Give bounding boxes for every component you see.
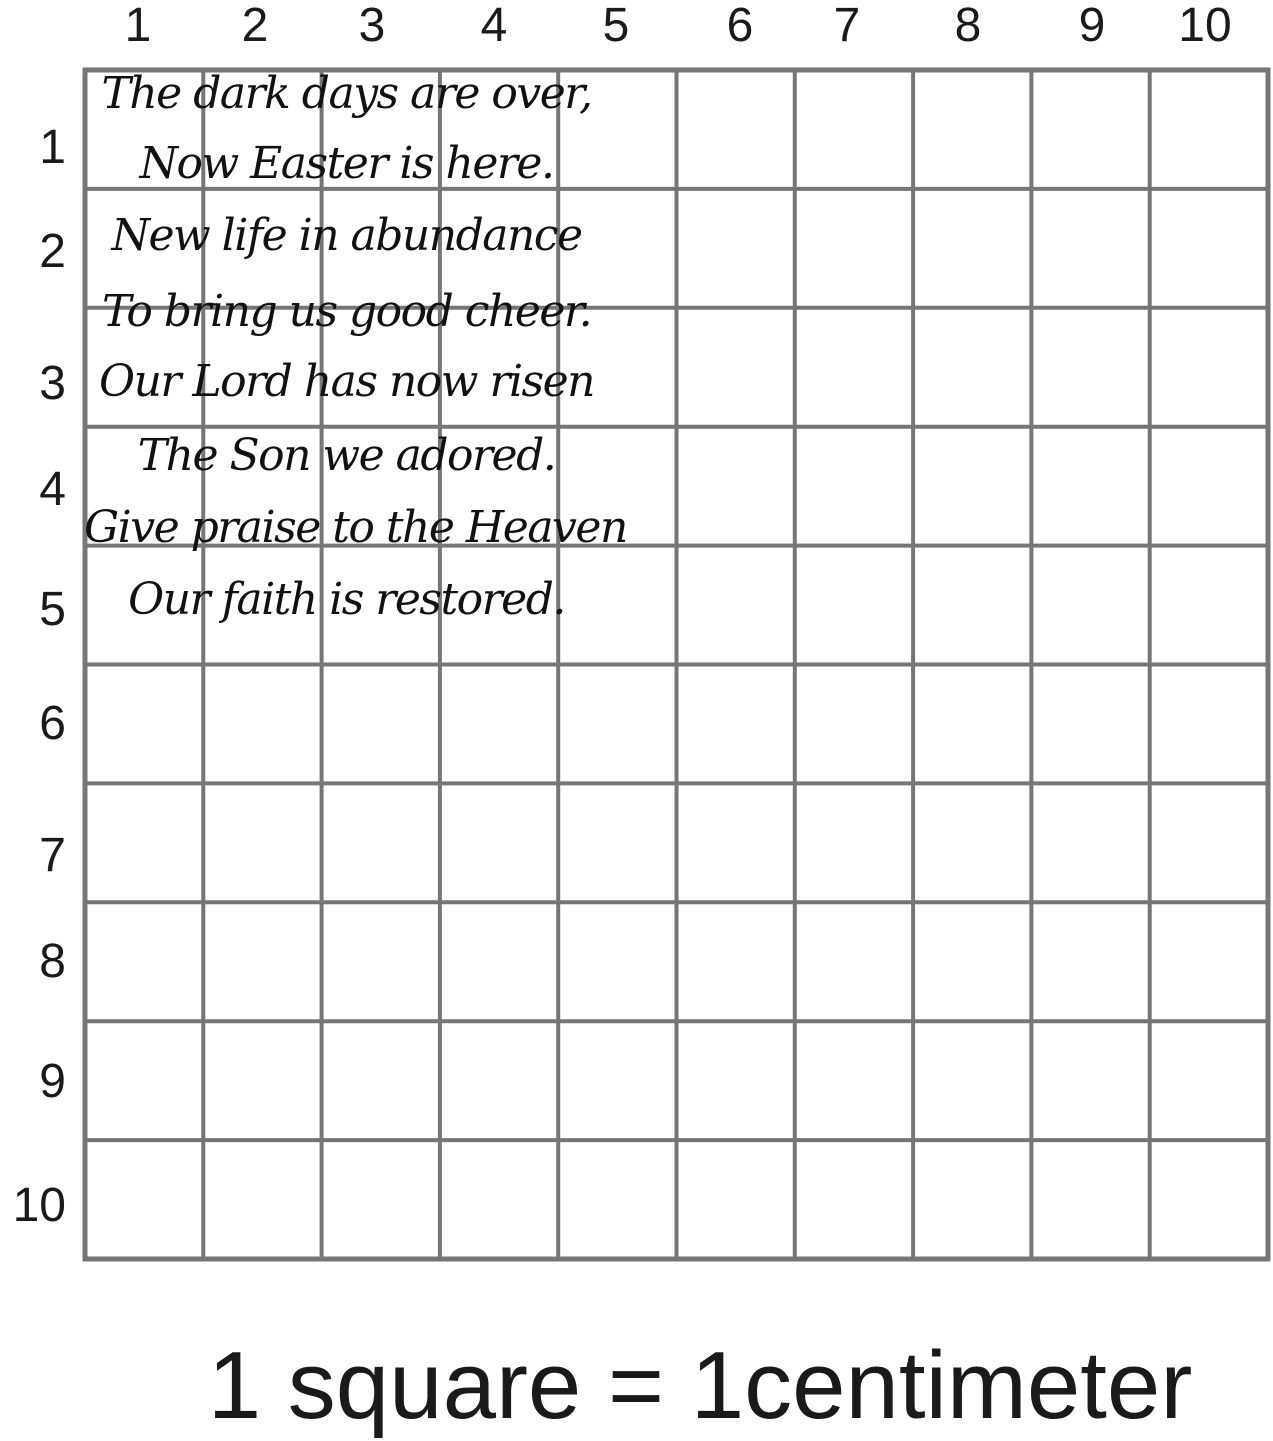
poem-line-8: Our faith is restored. bbox=[128, 574, 565, 625]
column-label-4: 4 bbox=[480, 0, 508, 52]
row-label-10: 10 bbox=[12, 1179, 66, 1232]
poem-line-5: Our Lord has now risen bbox=[99, 356, 594, 407]
scale-caption: 1 square = 1centimeter bbox=[207, 1332, 1193, 1439]
poem-line-6: The Son we adored. bbox=[137, 430, 556, 481]
row-label-3: 3 bbox=[39, 357, 66, 410]
row-label-7: 7 bbox=[39, 829, 66, 882]
row-label-5: 5 bbox=[39, 583, 66, 636]
column-label-3: 3 bbox=[358, 0, 386, 52]
row-label-4: 4 bbox=[39, 463, 66, 516]
column-label-8: 8 bbox=[954, 0, 982, 52]
column-label-10: 10 bbox=[1178, 0, 1232, 52]
poem-line-2: Now Easter is here. bbox=[139, 138, 554, 189]
poem-line-1: The dark days are over, bbox=[101, 68, 592, 119]
row-label-6: 6 bbox=[39, 697, 66, 750]
column-label-5: 5 bbox=[602, 0, 630, 52]
column-label-9: 9 bbox=[1078, 0, 1106, 52]
column-label-7: 7 bbox=[833, 0, 861, 52]
column-label-1: 1 bbox=[124, 0, 152, 52]
poem-line-3: New life in abundance bbox=[111, 210, 582, 261]
row-label-2: 2 bbox=[39, 225, 66, 278]
column-label-6: 6 bbox=[726, 0, 754, 52]
row-label-9: 9 bbox=[39, 1055, 66, 1108]
poem-line-4: To bring us good cheer. bbox=[101, 286, 592, 337]
row-label-8: 8 bbox=[39, 935, 66, 988]
column-label-2: 2 bbox=[241, 0, 269, 52]
row-label-1: 1 bbox=[39, 121, 66, 174]
poem-line-7: Give praise to the Heaven bbox=[84, 502, 627, 553]
